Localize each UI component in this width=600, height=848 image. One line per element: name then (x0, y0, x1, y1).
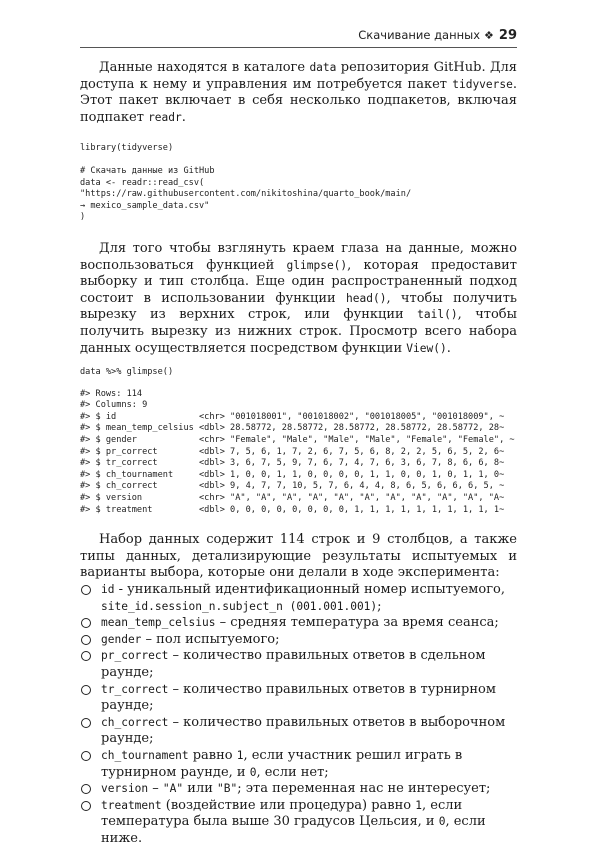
section-title: Скачивание данных (358, 28, 481, 42)
paragraph-dataset-summary: Набор данных содержит 114 строк и 9 столбцов, а также типы данных, детализирующие результаты испытуемых и варианты выбора, которые они делали в ходе эксперимента: (80, 532, 517, 581)
diamond-icon: ❖ (484, 29, 494, 42)
list-item-text: – количество правильных ответов в сдельном раунде; (101, 648, 486, 680)
list-item (80, 632, 517, 649)
inline-code: 1 (236, 748, 244, 762)
circle-bullet-icon (81, 751, 91, 761)
list-item-text: равно (188, 747, 237, 763)
list-item-text: – пол испытуемого; (141, 631, 280, 647)
inline-code: pr_correct (101, 649, 169, 663)
list-item (80, 582, 517, 615)
list-item-text: , если ниже. (101, 814, 486, 846)
list-item (80, 748, 517, 781)
inline-code: 0 (438, 815, 446, 829)
list-item-text: ; (377, 598, 382, 614)
circle-bullet-icon (81, 635, 91, 645)
circle-bullet-icon (81, 618, 91, 628)
inline-code: 1 (415, 798, 422, 812)
page-number: 29 (498, 28, 517, 43)
list-item (80, 715, 517, 748)
list-item (80, 781, 517, 798)
running-header (80, 28, 517, 48)
circle-bullet-icon (81, 784, 91, 794)
list-item-text: – средняя температура за время сеанса; (215, 615, 499, 631)
list-item-text: - уникальный идентификационный номер испытуемого, (114, 582, 506, 597)
list-item-text: или (183, 781, 217, 797)
inline-code: "A" (162, 782, 184, 796)
list-item (80, 798, 517, 848)
circle-bullet-icon (81, 718, 91, 728)
inline-code: version (101, 782, 149, 796)
list-item (80, 682, 517, 715)
inline-code: id (101, 583, 115, 596)
code-block-glimpse-output: #> Rows: 114 #> Columns: 9 #> $ id <chr> "001018001", "001018002", "001018005", "001018009", ~ #> $ mean_temp_celsius <dbl> 28.58772, 28.58772, 28.58772, 28.58772, 28.58772, 28~ #> $ gender <chr> "Female", "Male", "Male", "Male", "Female", "Female", ~ #> $ pr_correct <dbl> 7, 5, 6, 1, 7, 2, 6, 7, 5, 6, 8, 2, 2, 5, 6, 5, 2, 6~ #> $ tr_correct <dbl> 3, 6, 7, 5, 9, 7, 6, 7, 4, 7, 6, 3, 6, 7, 8, 6, 6, 8~ #> $ ch_tournament <dbl> 1, 0, 0, 1, 1, 0, 0, 0, 0, 1, 1, 0, 0, 1, 0, 1, 1, 0~ #> $ ch_correct <dbl> 9, 4, 7, 7, 10, 5, 7, 6, 4, 4, 8, 6, 5, 6, 6, 6, 5, ~ #> $ version <chr> "A", "A", "A", "A", "A", "A", "A", "A", "A", "A", "A~ #> $ treatment <dbl> 0, 0, 0, 0, 0, 0, 0, 0, 1, 1, 1, 1, 1, 1, 1, 1, 1, 1~ (80, 388, 515, 515)
inline-code: treatment (101, 798, 162, 812)
circle-bullet-icon (81, 801, 91, 811)
inline-code: site_id.session_n.subject_n (001.001.001) (101, 599, 378, 613)
inline-code: mean_temp_celsius (101, 616, 216, 630)
inline-code: 0 (249, 765, 257, 779)
circle-bullet-icon (81, 651, 91, 661)
list-item-text: (воздействие или процедура) равно (161, 797, 416, 813)
list-item-text: – количество правильных ответов в турнирном раунде; (101, 681, 496, 714)
list-item-text: – количество правильных ответов в выборочном раунде; (101, 714, 506, 747)
list-item (80, 648, 517, 681)
inline-code: "B" (217, 782, 238, 796)
inline-code: gender (101, 632, 142, 646)
list-item-text: – (148, 781, 163, 797)
list-item-text: , если нет; (256, 764, 329, 780)
code-block-glimpse: data %>% glimpse() (80, 367, 174, 378)
code-block-library: library(tidyverse) (80, 143, 174, 154)
inline-code: ch_correct (101, 715, 169, 729)
list-item-text: , если температура была выше 30 градусов Цельсия, и (101, 797, 463, 830)
paragraph-intro: Данные находятся в каталоге data репозитория GitHub. Для доступа к нему и управления им потребуется пакет tidyverse. Этот пакет включает в себя несколько подпакетов, включая подпакет readr. (80, 60, 517, 125)
page-body (80, 60, 517, 848)
variable-list (80, 582, 517, 848)
list-item (80, 615, 517, 632)
code-block-read-csv: # Скачать данные из GitHub data <- readr::read_csv( "https://raw.githubusercontent.com/nikitoshina/quarto_book/main/ → mexico_sample_data.csv" ) (80, 165, 412, 223)
header-rule (80, 47, 517, 48)
paragraph-glimpse: Для того чтобы взглянуть краем глаза на данные, можно воспользоваться функцией glimpse(), которая предоставит выборку и тип столбца. Еще один распространенный подход состоит в использовании функции head(), чтобы получить вырезку из верхних строк, или функции tail(), чтобы получить вырезку из нижних строк. Просмотр всего набора данных осуществляется посредством функции View(). (80, 240, 517, 356)
list-item-text: ; эта переменная нас не интересует; (237, 781, 491, 797)
circle-bullet-icon (81, 585, 91, 595)
inline-code: tr_correct (101, 682, 169, 696)
list-item-text: , если участник решил играть в турнирном раунде, и (101, 747, 463, 780)
inline-code: ch_tournament (101, 748, 189, 762)
circle-bullet-icon (81, 685, 91, 695)
